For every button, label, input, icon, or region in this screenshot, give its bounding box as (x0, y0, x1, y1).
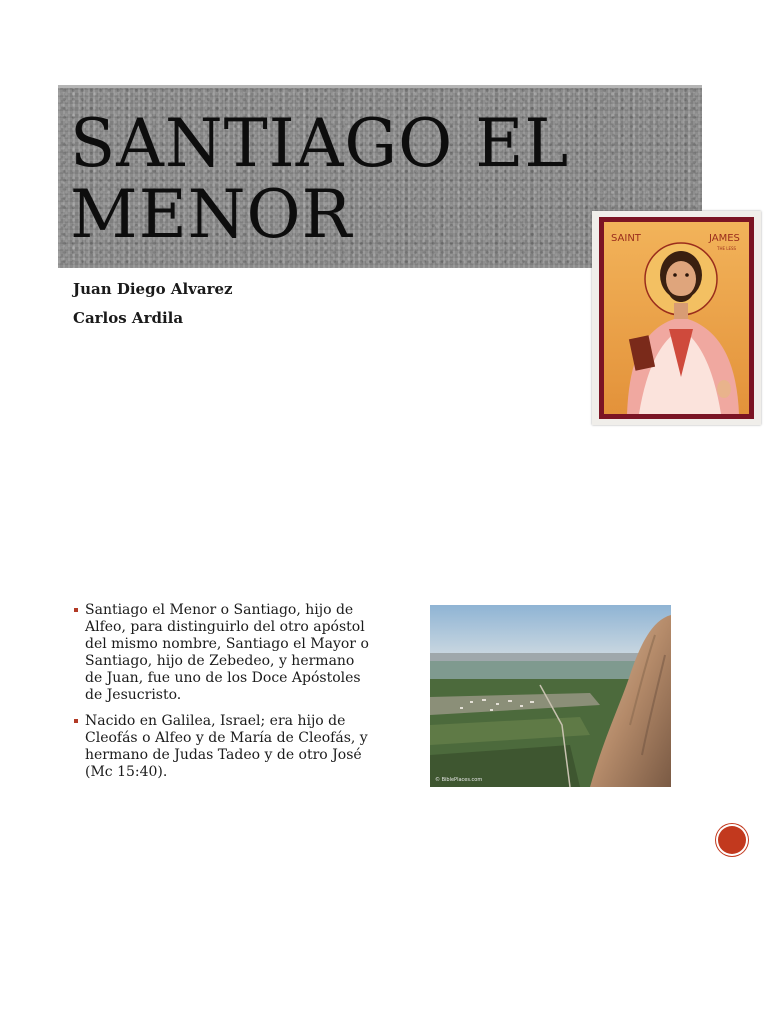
bullet-text: Santiago el Menor o Santiago, hijo de Alfeo, para distinguirlo del otro apóstol del mismo nombre, Santiago el Mayor o Santiago, hijo de Zebedeo, y hermano de Juan, fue uno de los Doce Apóstoles de Jesucristo. (85, 602, 369, 703)
next-slide-button[interactable] (718, 826, 746, 854)
bullet-marker (74, 719, 78, 723)
icon-border (599, 217, 754, 419)
landscape-illustration (430, 605, 671, 787)
icon-label-sub: THE LESS (717, 246, 737, 251)
galilee-landscape-photo (430, 605, 671, 787)
icon-label-right: JAMES (709, 233, 740, 244)
author-2: Carlos Ardila (73, 309, 184, 327)
saint-james-icon-image (592, 211, 761, 425)
banner-top-line (58, 85, 702, 88)
bullet-list (74, 602, 374, 790)
bullet-text: Nacido en Galilea, Israel; era hijo de Cleofás o Alfeo y de María de Cleofás, y hermano de Judas Tadeo y de otro José (Mc 15:40). (85, 713, 368, 780)
bullet-item (74, 602, 374, 704)
bullet-item (74, 713, 374, 781)
bullet-marker (74, 608, 78, 612)
photo-credit: © BiblePlaces.com (435, 777, 483, 783)
author-1: Juan Diego Alvarez (73, 280, 233, 298)
saint-icon-illustration (599, 217, 754, 419)
slide-title: SANTIAGO EL MENOR (70, 105, 570, 253)
icon-label-left: SAINT (611, 233, 641, 244)
